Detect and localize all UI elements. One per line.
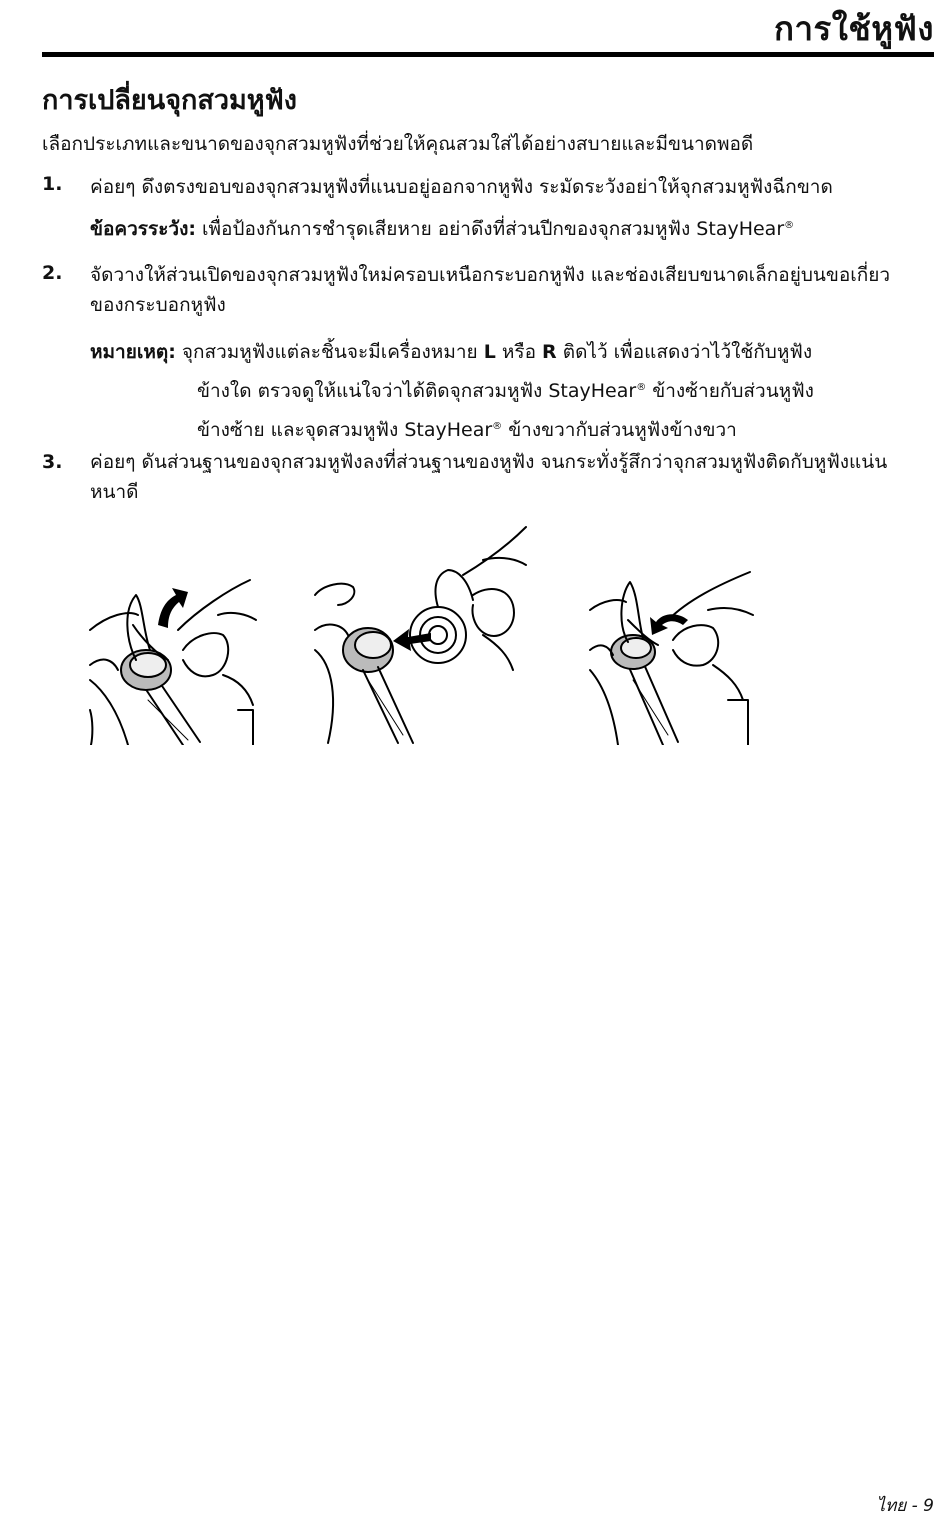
note-line-1 xyxy=(90,335,920,370)
registered-mark: ® xyxy=(492,421,503,432)
note-text-part: ข้างซ้ายกับส่วนหูฟัง xyxy=(646,380,814,402)
note-line-3 xyxy=(90,409,920,448)
step-2-note xyxy=(90,335,920,448)
caution-label: ข้อควรระวัง: xyxy=(90,218,196,240)
step-3-number: 3. xyxy=(42,451,63,473)
step-2-text: จัดวางให้ส่วนเปิดของจุกสวมหูฟังใหม่ครอบเหนือกระบอกหูฟัง และช่องเสียบขนาดเล็กอยู่บนขอเกี่ยวของกระบอกหูฟัง xyxy=(90,264,891,316)
header-divider xyxy=(42,52,934,57)
step-1-text: ค่อยๆ ดึงตรงขอบของจุกสวมหูฟังที่แนบอยู่ออกจากหูฟัง ระมัดระวังอย่าให้จุกสวมหูฟังฉีกขาด xyxy=(90,176,833,198)
note-left-marker: L xyxy=(483,341,496,363)
remove-eartip-illustration xyxy=(88,570,258,745)
page-header-title: การใช้หูฟัง xyxy=(774,9,934,48)
registered-mark: ® xyxy=(784,220,795,231)
note-text-part: ข้างใด ตรวจดูให้แน่ใจว่าได้ติดจุกสวมหูฟัง StayHear xyxy=(197,380,637,402)
press-eartip-illustration xyxy=(588,570,758,745)
section-title: การเปลี่ยนจุกสวมหูฟัง xyxy=(42,85,297,116)
caution-text: เพื่อป้องกันการชำรุดเสียหาย อย่าดึงที่ส่วนปีกของจุกสวมหูฟัง StayHear xyxy=(195,218,785,240)
note-text-part: จุกสวมหูฟังแต่ละชิ้นจะมีเครื่องหมาย xyxy=(175,341,484,363)
step-3-text: ค่อยๆ ดันส่วนฐานของจุกสวมหูฟังลงที่ส่วนฐานของหูฟัง จนกระทั่งรู้สึกว่าจุกสวมหูฟังติดกับหูฟังแน่นหนาดี xyxy=(90,451,888,503)
note-text-part: ข้างขวากับส่วนหูฟังข้างขวา xyxy=(502,419,737,441)
step-1-caution xyxy=(90,211,920,244)
note-text-part: หรือ xyxy=(495,341,543,363)
attach-eartip-illustration xyxy=(313,525,528,745)
note-text-part: ติดไว้ เพื่อแสดงว่าไว้ใช้กับหูฟัง xyxy=(556,341,813,363)
step-2-number: 2. xyxy=(42,262,63,284)
instruction-illustrations xyxy=(88,520,758,750)
note-right-marker: R xyxy=(542,341,557,363)
section-intro: เลือกประเภทและขนาดของจุกสวมหูฟังที่ช่วยให้คุณสวมใส่ได้อย่างสบายและมีขนาดพอดี xyxy=(42,133,754,155)
note-label: หมายเหตุ: xyxy=(90,341,176,363)
registered-mark: ® xyxy=(636,382,647,393)
page-footer: ไทย - 9 xyxy=(876,1496,934,1516)
note-line-2 xyxy=(90,370,920,409)
step-1-number: 1. xyxy=(42,173,63,195)
note-text-part: ข้างซ้าย และจุดสวมหูฟัง StayHear xyxy=(197,419,493,441)
